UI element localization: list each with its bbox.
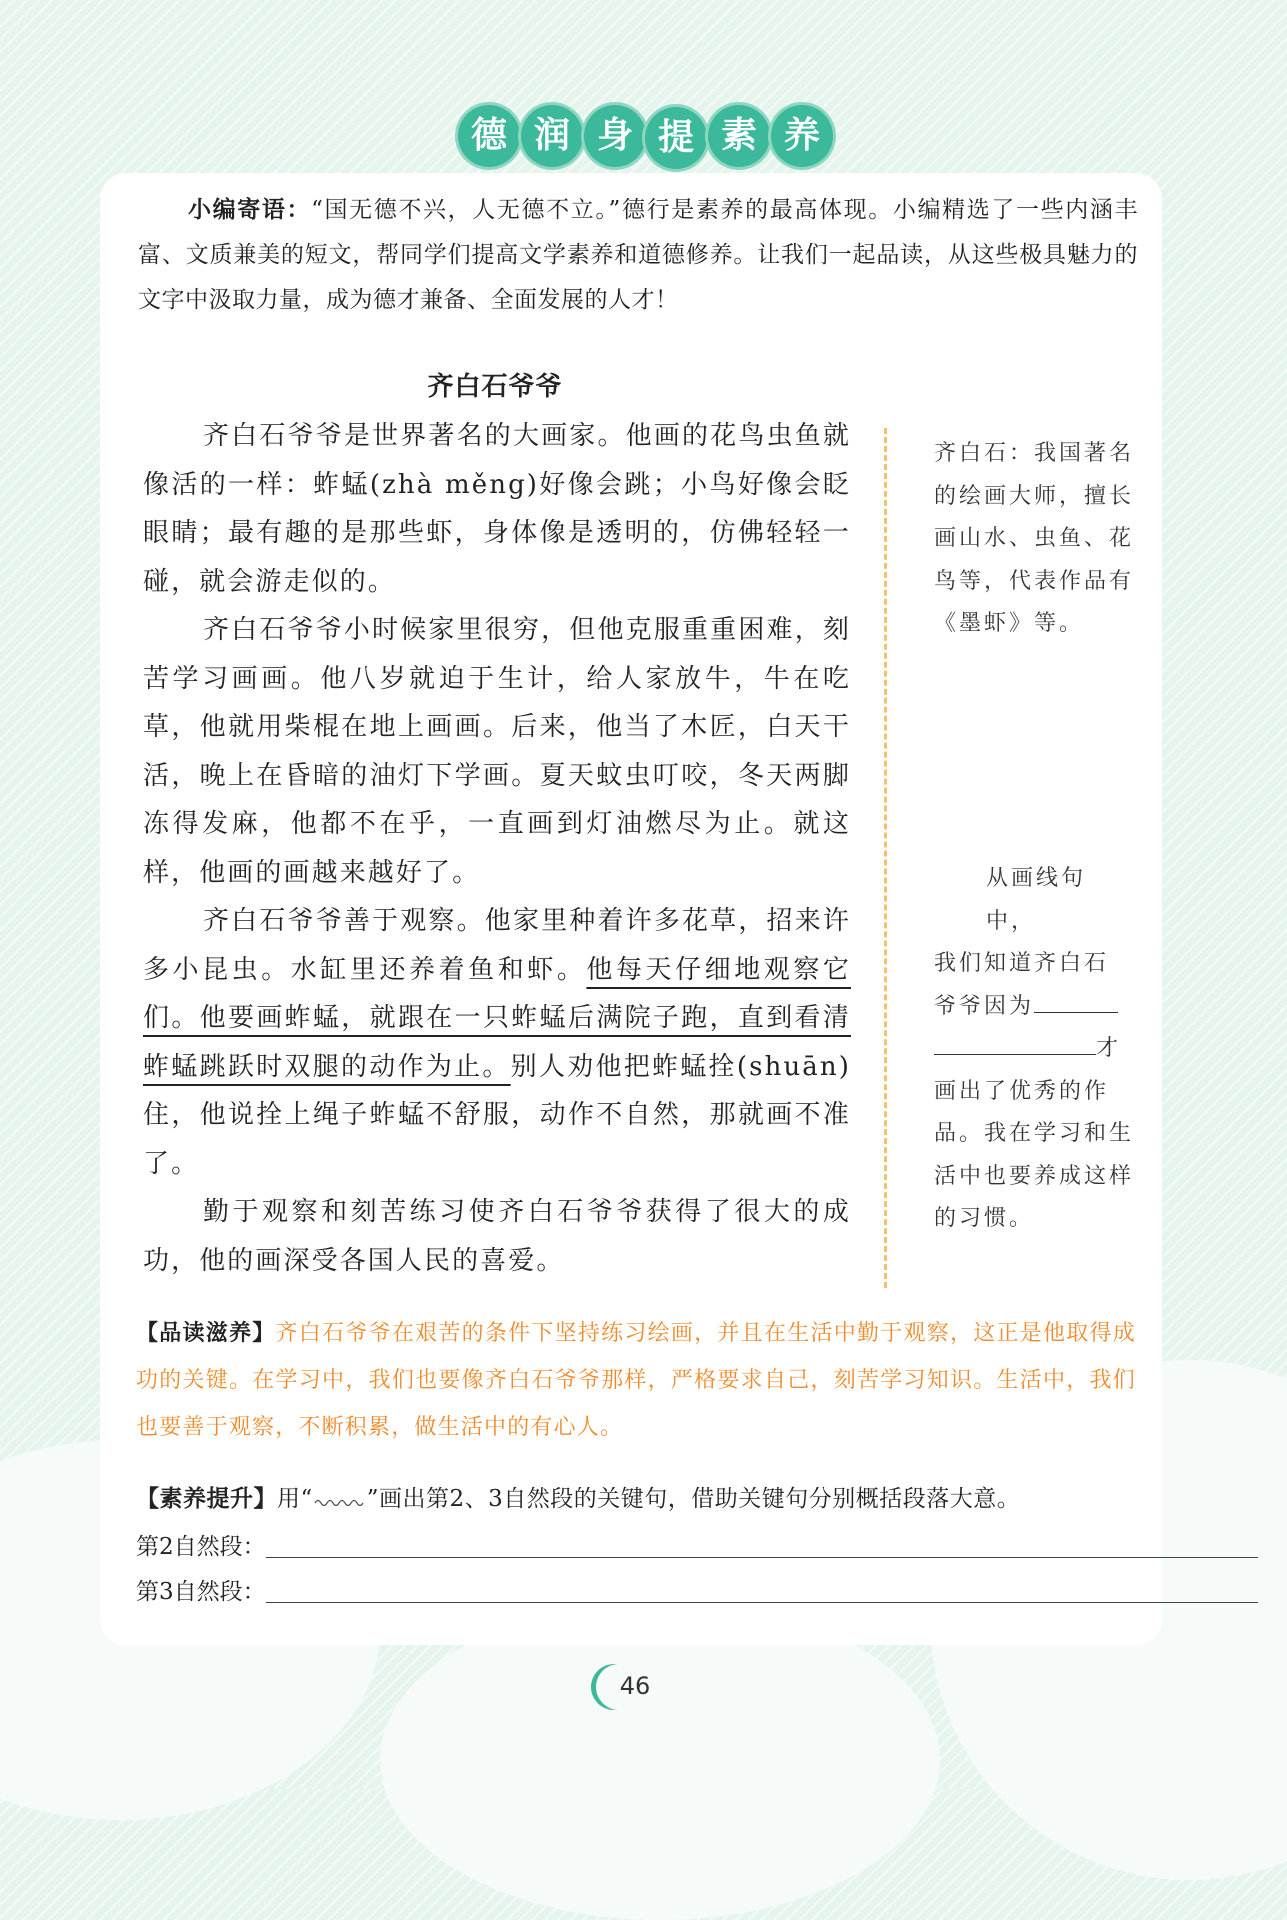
answer-line[interactable]	[266, 1557, 1258, 1558]
answer-blank[interactable]	[934, 1053, 1096, 1055]
side-note-line: 我们知道齐白石	[934, 951, 1110, 976]
answer-blank[interactable]	[1034, 1011, 1118, 1013]
answer-line-label: 第3自然段：	[136, 1579, 266, 1605]
article-paragraph-3	[143, 897, 851, 1188]
header-char: 提	[645, 107, 707, 169]
answer-line[interactable]	[266, 1602, 1258, 1603]
header-char: 润	[521, 105, 583, 167]
exercise-label: 【素养提升】	[136, 1486, 277, 1512]
header-char: 素	[708, 105, 770, 167]
reading-reflection	[136, 1310, 1136, 1451]
answer-line-2	[136, 1527, 266, 1567]
underlined-sentence: 他每天仔细地观察它们。他要画蚱蜢，就跟在一只蚱蜢后满院子跑，直到看清蚱蜢跳跃时双腿的动作为止。	[143, 954, 851, 1082]
section-header	[0, 105, 1287, 175]
editor-note	[138, 188, 1138, 323]
side-note-question	[934, 858, 1134, 1241]
article-paragraph-4: 勤于观察和刻苦练习使齐白石爷爷获得了很大的成功，他的画深受各国人民的喜爱。	[143, 1197, 851, 1276]
article-body	[143, 412, 851, 1285]
side-note-line: 从画线句中，	[986, 866, 1087, 934]
exercise-text: 用“	[277, 1486, 313, 1512]
article-paragraph-1: 齐白石爷爷是世界著名的大画家。他画的花鸟虫鱼就像活的一样：蚱蜢(zhà měng)好像会跳；小鸟好像会眨眼睛；最有趣的是那些虾，身体像是透明的，仿佛轻轻一碰，就会游走似的。	[143, 421, 851, 597]
reflection-label: 【品读滋养】	[136, 1321, 276, 1346]
answer-line-label: 第2自然段：	[136, 1534, 266, 1560]
paragraph-3-intro: 齐白石爷爷善于观察。他家里种着许多花草，招来许多小昆虫。水缸里还养着鱼和虾。	[143, 906, 851, 985]
header-char: 德	[458, 105, 520, 167]
paragraph-3-end: 别人劝他把蚱蜢拴(shuān)住，他说拴上绳子蚱蜢不舒服，动作不自然，那就画不准了。	[143, 1051, 851, 1179]
side-note-line: 爷爷因为	[934, 993, 1035, 1019]
editor-note-text: “国无德不兴，人无德不立。”德行是素养的最高体现。小编精选了一些内涵丰富、文质兼美的短文，帮同学们提高文学素养和道德修养。让我们一起品读，从这些极具魅力的文字中汲取力量，成为德才兼备、全面发展的人才！	[138, 197, 1138, 313]
exercise-text: ”画出第2、3自然段的关键句，借助关键句分别概括段落大意。	[366, 1486, 1021, 1512]
side-note-line: 才	[1096, 1036, 1122, 1061]
wavy-underline-icon	[313, 1494, 367, 1508]
background-cloud-bottom	[380, 1600, 940, 1920]
header-char: 身	[584, 105, 646, 167]
exercise-prompt	[136, 1477, 1136, 1522]
header-char: 养	[771, 105, 833, 167]
editor-note-lead: 小编寄语：	[188, 197, 312, 223]
article-paragraph-2: 齐白石爷爷小时候家里很穷，但他克服重重困难，刻苦学习画画。他八岁就迫于生计，给人家放牛，牛在吃草，他就用柴棍在地上画画。后来，他当了木匠，白天干活，晚上在昏暗的油灯下学画。夏天蚊虫叮咬，冬天两脚冻得发麻，他都不在乎，一直画到灯油燃尽为止。就这样，他画的画越来越好了。	[143, 615, 851, 888]
answer-line-3	[136, 1572, 266, 1612]
reflection-text: 齐白石爷爷在艰苦的条件下坚持练习绘画，并且在生活中勤于观察，这正是他取得成功的关键。在学习中，我们也要像齐白石爷爷那样，严格要求自己，刻苦学习知识。生活中，我们也要善于观察，不断积累，做生活中的有心人。	[136, 1321, 1136, 1440]
article-title: 齐白石爷爷	[427, 372, 563, 402]
page-number: 46	[619, 1672, 651, 1700]
dashed-divider	[884, 428, 887, 1288]
side-note-annotation: 齐白石：我国著名的绘画大师，擅长画山水、虫鱼、花鸟等，代表作品有《墨虾》等。	[934, 441, 1135, 636]
side-note-text: 画出了优秀的作品。我在学习和生活中也要养成这样的习惯。	[934, 1078, 1135, 1231]
